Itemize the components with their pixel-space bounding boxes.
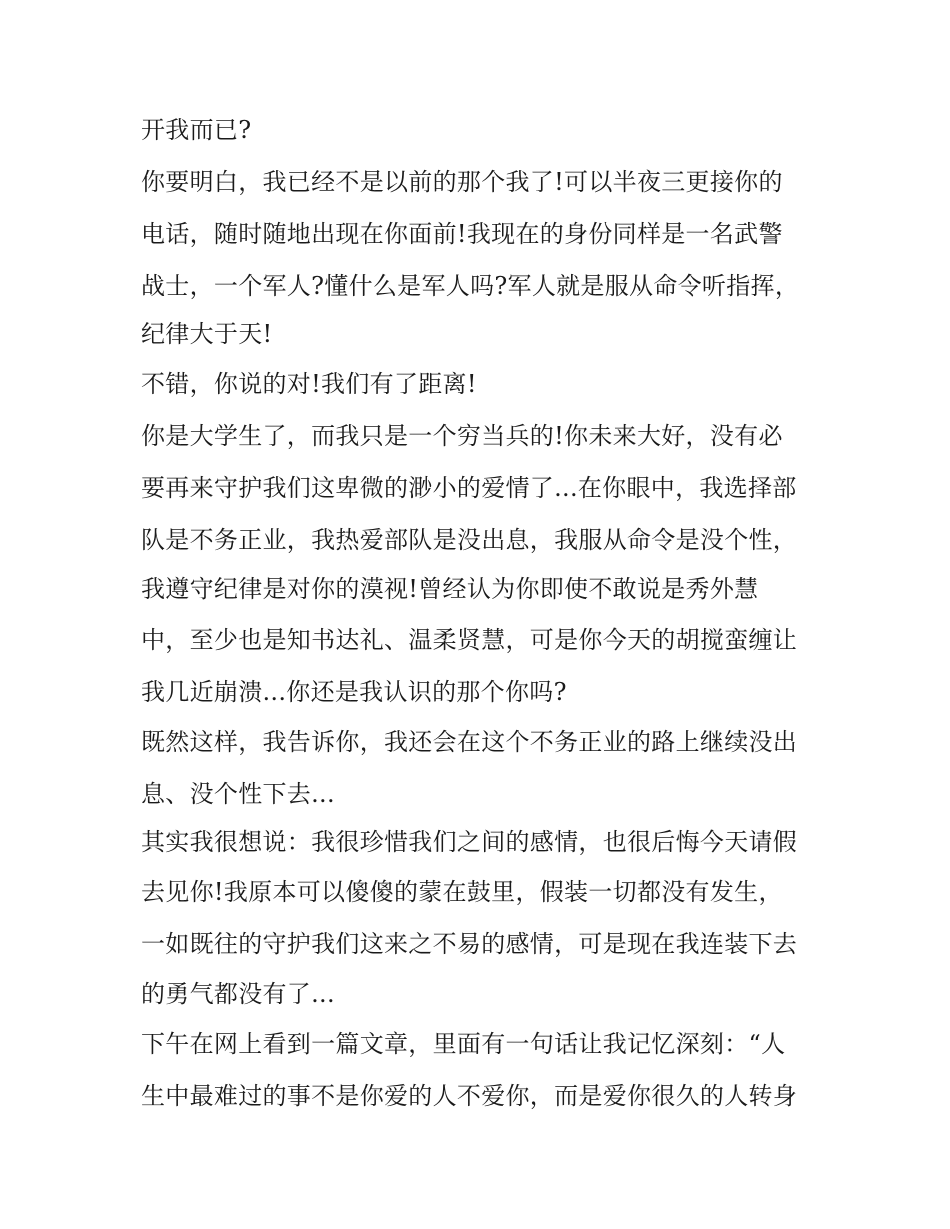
text-line: 不错，你说的对!我们有了距离! <box>141 370 477 398</box>
text-line: 要再来守护我们这卑微的渺小的爱情了...在你眼中，我选择部 <box>141 474 797 502</box>
text-line: 纪律大于天! <box>141 320 273 348</box>
text-line: 一如既往的守护我们这来之不易的感情，可是现在我连装下去 <box>141 930 798 958</box>
text-line: 电话，随时随地出现在你面前!我现在的身份同样是一名武警 <box>141 220 783 248</box>
text-line: 下午在网上看到一篇文章，里面有一句话让我记忆深刻：“人 <box>141 1030 786 1058</box>
text-line: 开我而已? <box>141 116 252 144</box>
text-line: 我几近崩溃...你还是我认识的那个你吗? <box>141 678 567 706</box>
text-line: 我遵守纪律是对你的漠视!曾经认为你即使不敢说是秀外慧 <box>141 575 759 603</box>
text-line: 去见你!我原本可以傻傻的蒙在鼓里，假装一切都没有发生， <box>141 878 783 906</box>
text-line: 生中最难过的事不是你爱的人不爱你，而是爱你很久的人转身 <box>141 1082 798 1110</box>
text-line: 既然这样，我告诉你，我还会在这个不务正业的路上继续没出 <box>141 728 798 756</box>
text-line: 息、没个性下去... <box>141 780 335 808</box>
text-line: 其实我很想说：我很珍惜我们之间的感情，也很后悔今天请假 <box>141 828 798 856</box>
text-line: 战士，一个军人?懂什么是军人吗?军人就是服从命令听指挥， <box>141 272 800 300</box>
text-line: 队是不务正业，我热爱部队是没出息，我服从命令是没个性， <box>141 526 798 554</box>
text-line: 你是大学生了，而我只是一个穷当兵的!你未来大好，没有必 <box>141 422 783 450</box>
text-line: 你要明白，我已经不是以前的那个我了!可以半夜三更接你的 <box>141 168 783 196</box>
text-line: 的勇气都没有了... <box>141 980 335 1008</box>
text-line: 中，至少也是知书达礼、温柔贤慧，可是你今天的胡搅蛮缠让 <box>141 626 798 654</box>
